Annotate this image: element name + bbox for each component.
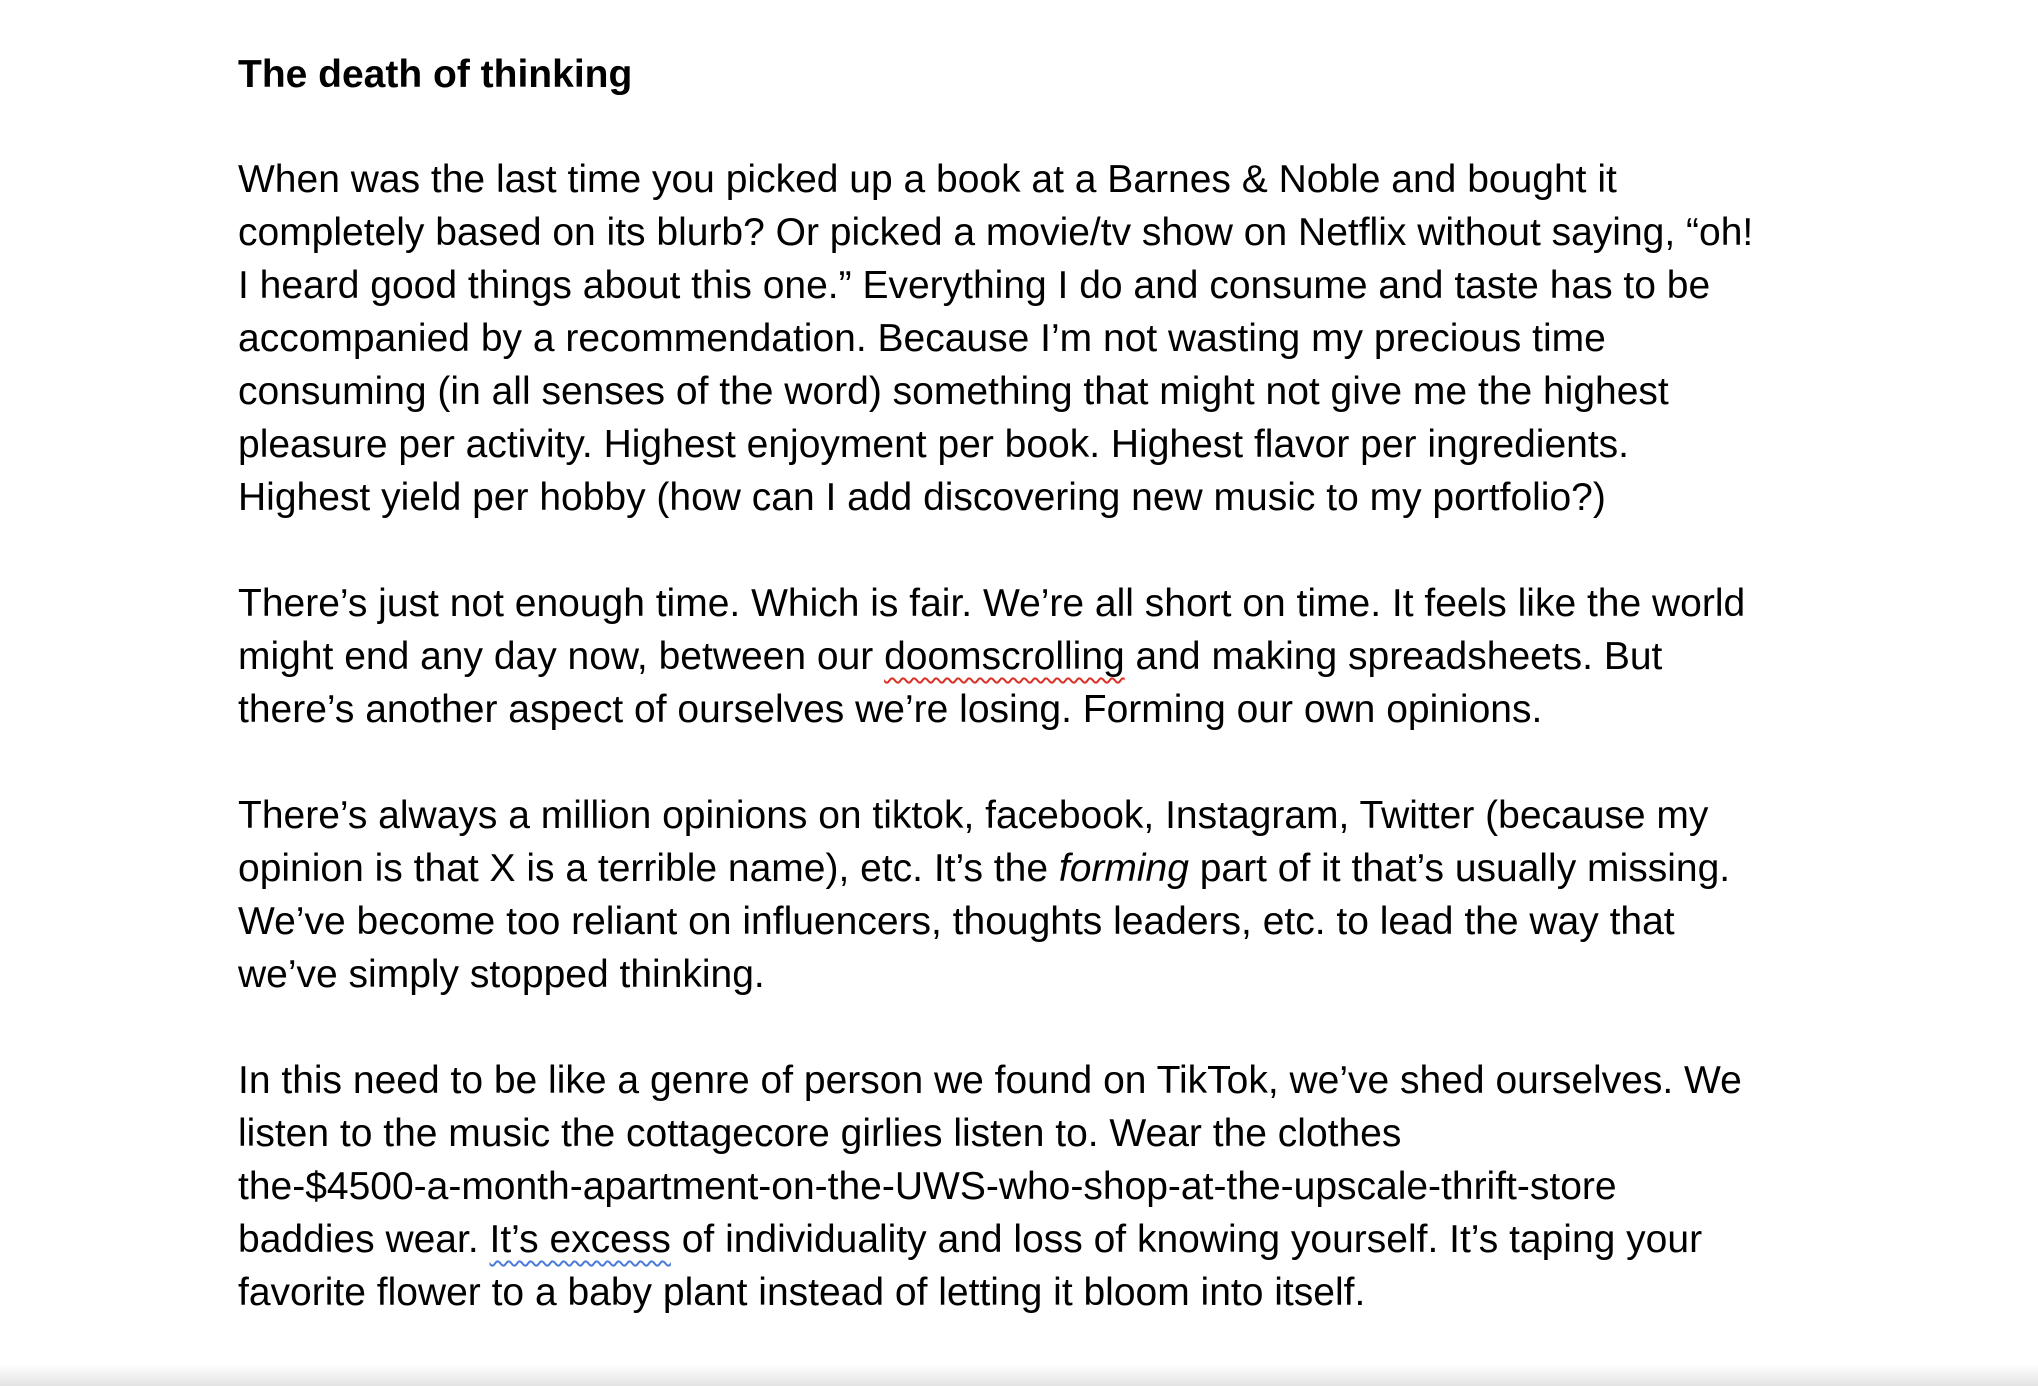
paragraph-line: consuming (in all senses of the word) something that might not give me the highest [238, 370, 1669, 413]
paragraph-line: There’s always a million opinions on tiktok, facebook, Instagram, Twitter (because my [238, 794, 1709, 837]
paragraph-line: listen to the music the cottagecore girlies listen to. Wear the clothes [238, 1112, 1402, 1155]
paragraph-line [238, 1213, 1838, 1266]
text-segment: part of it that’s usually missing. [1188, 847, 1731, 890]
paragraph-4 [238, 1054, 1838, 1319]
paragraph-line [238, 630, 1838, 683]
paragraph-line: accompanied by a recommendation. Because I’m not wasting my precious time [238, 317, 1606, 360]
paragraph-line: In this need to be like a genre of person we found on TikTok, we’ve shed ourselves. We [238, 1059, 1742, 1102]
text-segment: and making spreadsheets. But [1124, 635, 1663, 678]
spelling-error-word[interactable]: doomscrolling [884, 635, 1125, 678]
paragraph-1 [238, 153, 1838, 524]
paragraph-line: we’ve simply stopped thinking. [238, 953, 765, 996]
paragraph-line: I heard good things about this one.” Everything I do and consume and taste has to be [238, 264, 1711, 307]
document-page[interactable] [238, 48, 1838, 1372]
paragraph-line: pleasure per activity. Highest enjoyment per book. Highest flavor per ingredients. [238, 423, 1629, 466]
paragraph-line: the-$4500-a-month-apartment-on-the-UWS-who-shop-at-the-upscale-thrift-store [238, 1165, 1617, 1208]
paragraph-line: there’s another aspect of ourselves we’re losing. Forming our own opinions. [238, 688, 1543, 731]
paragraph-line: Highest yield per hobby (how can I add discovering new music to my portfolio?) [238, 476, 1606, 519]
paragraph-line: We’ve become too reliant on influencers, thoughts leaders, etc. to lead the way that [238, 900, 1675, 943]
paragraph-line: completely based on its blurb? Or picked a movie/tv show on Netflix without saying, “oh! [238, 211, 1754, 254]
page-bottom-shadow [0, 1364, 2038, 1386]
grammar-suggestion-phrase[interactable]: It’s excess [489, 1218, 671, 1261]
paragraph-line [238, 842, 1838, 895]
document-title: The death of thinking [238, 53, 633, 96]
text-segment: opinion is that X is a terrible name), etc. It’s the [238, 847, 1059, 890]
italic-word: forming [1058, 847, 1189, 890]
text-segment: might end any day now, between our [238, 635, 885, 678]
paragraph-2 [238, 577, 1838, 736]
paragraph-line: When was the last time you picked up a book at a Barnes & Noble and bought it [238, 158, 1617, 201]
text-segment: of individuality and loss of knowing yourself. It’s taping your [670, 1218, 1703, 1261]
text-segment: baddies wear. [238, 1218, 490, 1261]
paragraph-line: There’s just not enough time. Which is fair. We’re all short on time. It feels like the world [238, 582, 1746, 625]
paragraph-line: favorite flower to a baby plant instead of letting it bloom into itself. [238, 1271, 1366, 1314]
paragraph-3 [238, 789, 1838, 1001]
